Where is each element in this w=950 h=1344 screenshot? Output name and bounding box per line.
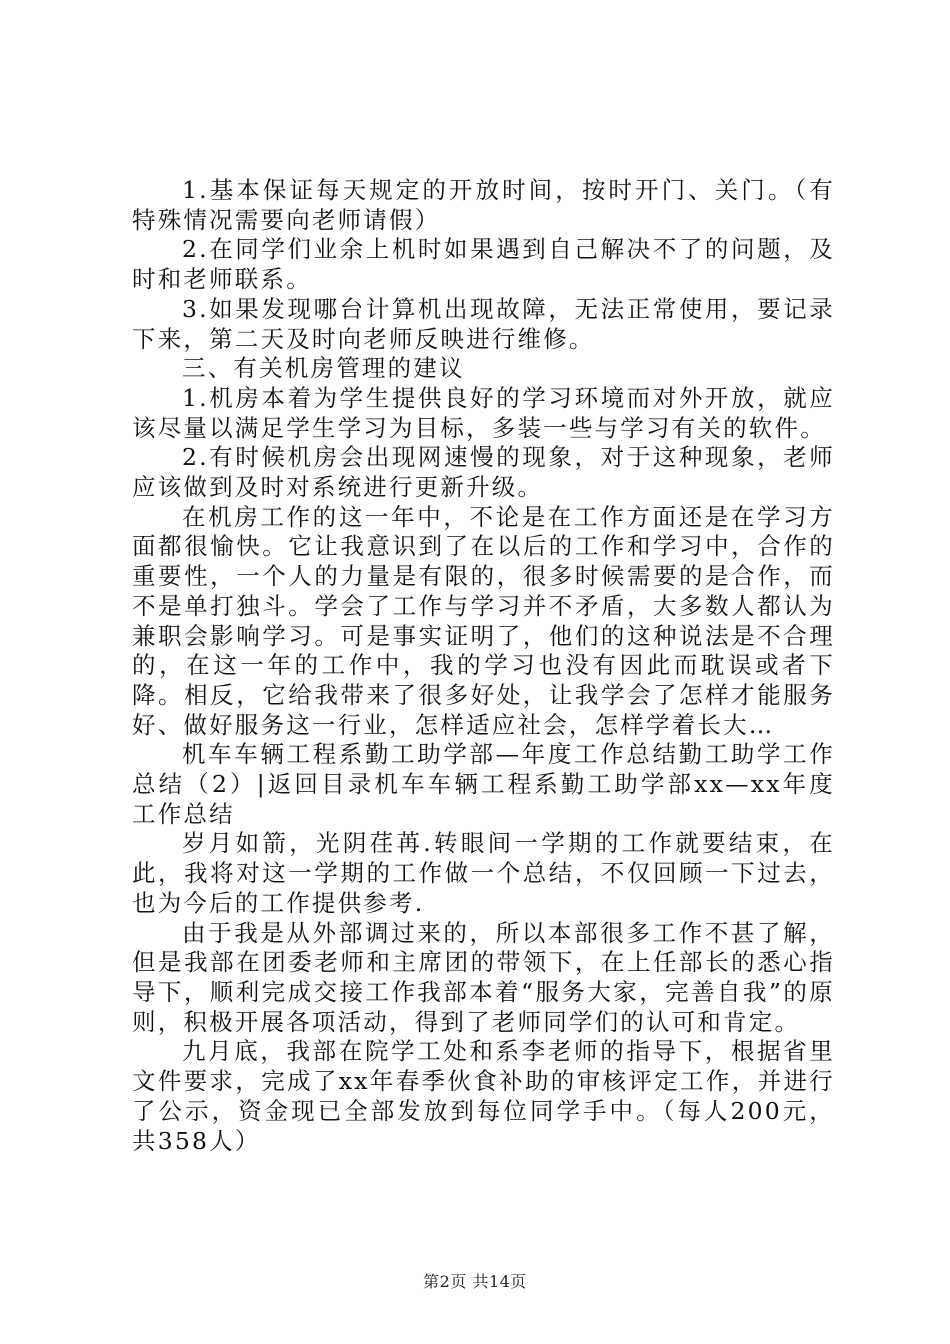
document-title-line: 机车车辆工程系勤工助学部—年度工作总结勤工助学工作总结（2）|返回目录机车车辆工程系勤工助学部xx—xx年度工作总结 (132, 740, 835, 828)
paragraph: 2.在同学们业余上机时如果遇到自己解决不了的问题，及时和老师联系。 (132, 235, 835, 294)
paragraph: 岁月如箭，光阴荏苒.转眼间一学期的工作就要结束，在此，我将对这一学期的工作做一个总结，不仅回顾一下过去，也为今后的工作提供参考. (132, 829, 835, 917)
paragraph: 2.有时候机房会出现网速慢的现象，对于这种现象，老师应该做到及时对系统进行更新升级。 (132, 443, 835, 502)
paragraph: 由于我是从外部调过来的，所以本部很多工作不甚了解，但是我部在团委老师和主席团的带领下，在上任部长的悉心指导下，顺利完成交接工作我部本着“服务大家，完善自我”的原则，积极开展各项活动，得到了老师同学们的认可和肯定。 (132, 918, 835, 1036)
paragraph: 在机房工作的这一年中，不论是在工作方面还是在学习方面都很愉快。它让我意识到了在以后的工作和学习中，合作的重要性，一个人的力量是有限的，很多时候需要的是合作，而不是单打独斗。学会了工作与学习并不矛盾，大多数人都认为兼职会影响学习。可是事实证明了，他们的这种说法是不合理的，在这一年的工作中，我的学习也没有因此而耽误或者下降。相反，它给我带来了很多好处，让我学会了怎样才能服务好、做好服务这一行业，怎样适应社会，怎样学着长大… (132, 502, 835, 739)
paragraph: 3.如果发现哪台计算机出现故障，无法正常使用，要记录下来，第二天及时向老师反映进行维修。 (132, 294, 835, 353)
page-number-footer: 第2页 共14页 (423, 1272, 527, 1291)
paragraph: 1.基本保证每天规定的开放时间，按时开门、关门。（有特殊情况需要向老师请假） (132, 176, 835, 234)
document-body (132, 176, 835, 1156)
section-heading: 三、有关机房管理的建议 (182, 354, 465, 383)
paragraph: 九月底，我部在院学工处和系李老师的指导下，根据省里文件要求，完成了xx年春季伙食补助的审核评定工作，并进行了公示，资金现已全部发放到每位同学手中。（每人200元，共358人） (132, 1037, 835, 1155)
paragraph: 1.机房本着为学生提供良好的学习环境而对外开放，就应该尽量以满足学生学习为目标，多装一些与学习有关的软件。 (132, 383, 835, 442)
